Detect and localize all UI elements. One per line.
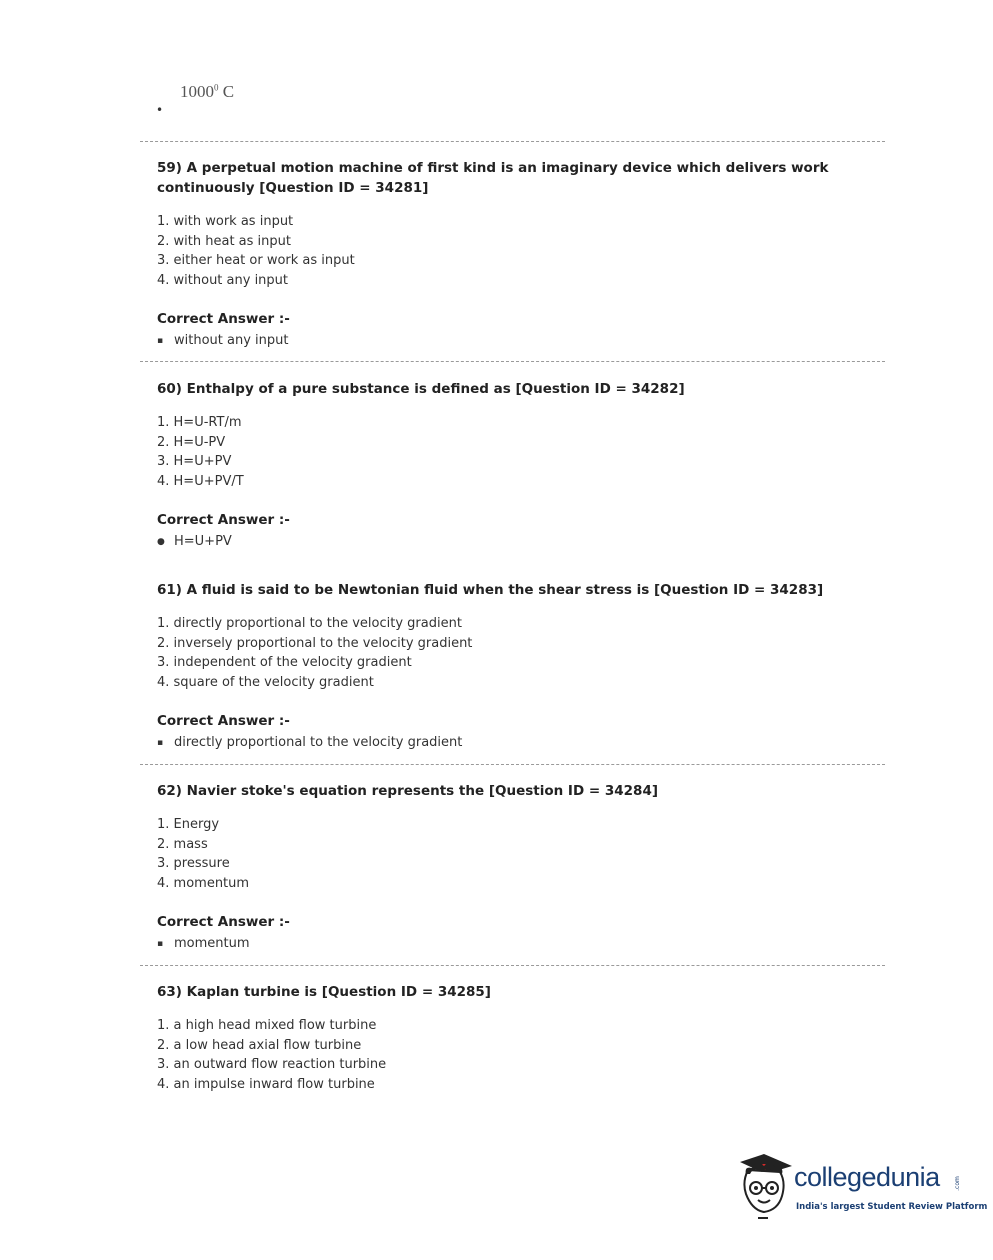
bullet-icon: ● [157, 537, 165, 548]
question-divider [140, 764, 885, 765]
correct-answer-value: ▪ momentum [157, 934, 847, 954]
option-item: 2. a low head axial flow turbine [157, 1037, 362, 1053]
question-divider [140, 141, 885, 142]
option-item: 4. an impulse inward flow turbine [157, 1076, 375, 1092]
correct-answer-label: Correct Answer :- [157, 713, 290, 730]
option-item: 2. inversely proportional to the velocity gradient [157, 635, 473, 651]
question-title: 60) Enthalpy of a pure substance is defined as [Question ID = 34282] [157, 381, 685, 397]
option-item: 1. directly proportional to the velocity gradient [157, 616, 462, 631]
logo-suffix: .com [953, 1176, 961, 1191]
logo-tagline: India's largest Student Review Platform [796, 1202, 988, 1212]
previous-answer-value: 1000$^0$ C [180, 82, 235, 101]
bullet-icon: ▪ [157, 738, 164, 749]
question-title: 59) A perpetual motion machine of first kind is an imaginary device which delivers work continuously [Question ID = 34281] [157, 160, 829, 196]
graduate-mascot-icon [734, 1152, 796, 1224]
correct-answer-value: ▪ directly proportional to the velocity gradient [157, 733, 847, 753]
correct-answer-value: ▪ without any input [157, 331, 847, 351]
collegedunia-logo [734, 1152, 988, 1224]
option-item: 4. H=U+PV/T [157, 473, 244, 489]
bullet-icon: ▪ [157, 939, 164, 950]
question-divider [140, 965, 885, 966]
option-item: 1. a high head mixed flow turbine [157, 1018, 377, 1033]
question-63 [157, 982, 847, 1094]
correct-answer-label: Correct Answer :- [157, 311, 290, 328]
correct-answer-label: Correct Answer :- [157, 512, 290, 529]
question-divider [140, 361, 885, 362]
option-item: 1. with work as input [157, 214, 294, 229]
question-title: 61) A fluid is said to be Newtonian fluid when the shear stress is [Question ID = 34283] [157, 582, 824, 598]
correct-answer-label: Correct Answer :- [157, 914, 290, 931]
option-item: 3. pressure [157, 856, 230, 872]
option-list [157, 815, 847, 893]
question-60 [157, 379, 847, 552]
option-list [157, 614, 847, 692]
option-item: 4. square of the velocity gradient [157, 674, 374, 690]
question-59 [157, 158, 847, 351]
option-item: 1. H=U-RT/m [157, 415, 242, 430]
logo-wordmark: collegedunia [794, 1162, 940, 1192]
option-item: 2. with heat as input [157, 233, 291, 249]
option-item: 3. either heat or work as input [157, 253, 355, 269]
previous-answer-bullet: • [156, 103, 164, 117]
option-item: 2. mass [157, 836, 208, 852]
option-list [157, 1016, 847, 1094]
question-title: 63) Kaplan turbine is [Question ID = 34285] [157, 984, 491, 1000]
bullet-icon: ▪ [157, 336, 164, 347]
option-list [157, 413, 847, 491]
option-item: 1. Energy [157, 817, 220, 832]
option-item: 3. independent of the velocity gradient [157, 655, 412, 671]
option-item: 3. H=U+PV [157, 454, 232, 470]
option-item: 3. an outward flow reaction turbine [157, 1057, 387, 1073]
option-item: 4. without any input [157, 272, 289, 288]
question-61 [157, 580, 847, 753]
question-title: 62) Navier stoke's equation represents the [Question ID = 34284] [157, 783, 659, 799]
question-62 [157, 781, 847, 954]
option-item: 2. H=U-PV [157, 434, 226, 450]
option-item: 4. momentum [157, 875, 250, 891]
option-list [157, 212, 847, 290]
correct-answer-value: ● H=U+PV [157, 532, 847, 552]
